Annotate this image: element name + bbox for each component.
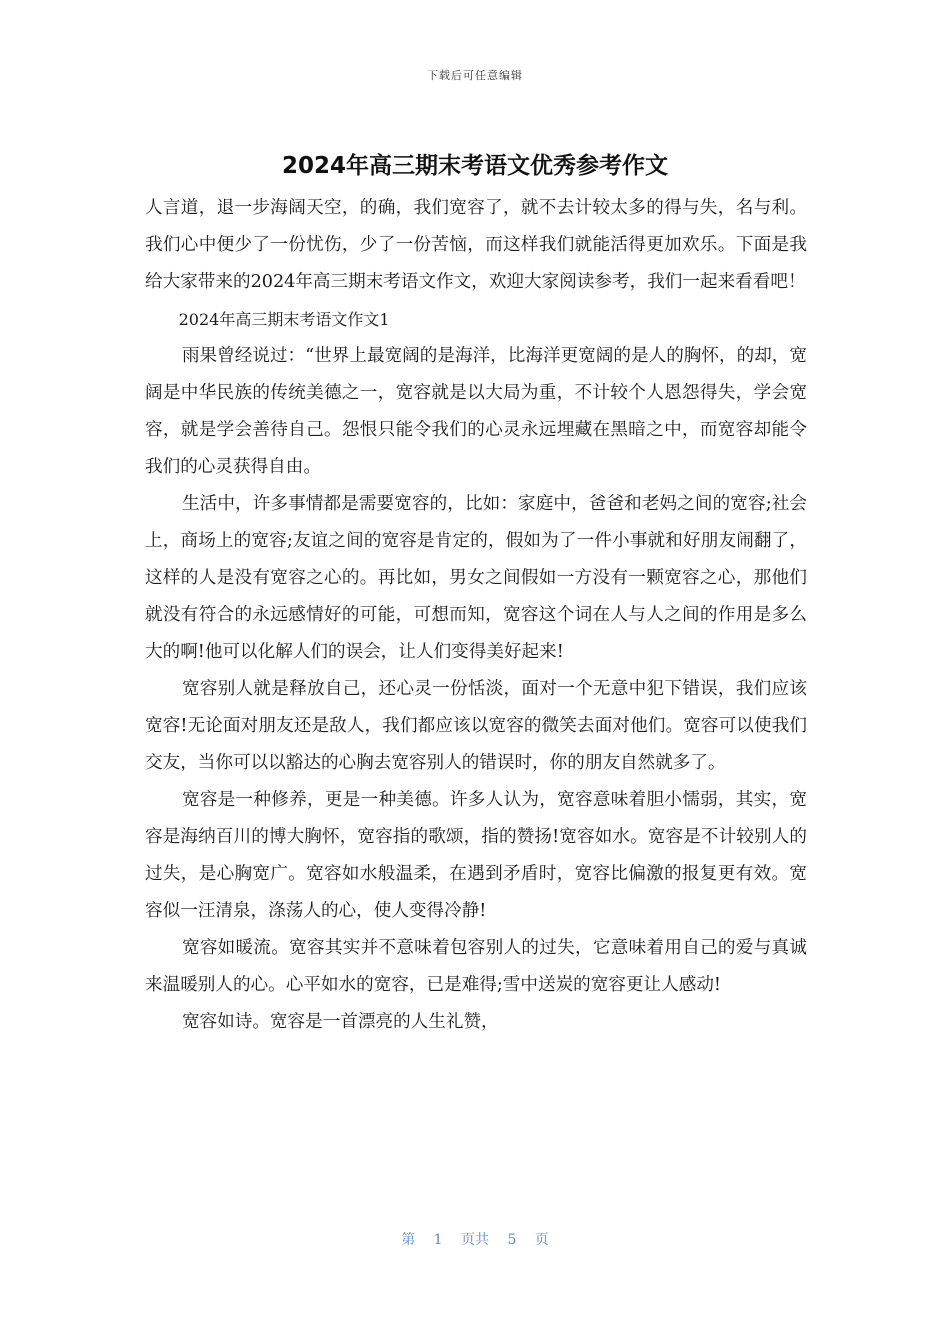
body-paragraph: 宽容如诗。宽容是一首漂亮的人生礼赞， bbox=[181, 1012, 499, 1032]
header-note: 下载后可任意编辑 bbox=[427, 69, 523, 82]
body-paragraph: 宽容如暖流。宽容其实并不意味着包容别人的过失，它意味着用自己的爱与真诚来温暖别人的心。心平如水的宽容，已是难得;雪中送炭的宽容更让人感动! bbox=[145, 938, 807, 995]
intro-paragraph: 人言道，退一步海阔天空，的确，我们宽容了，就不去计较太多的得与失，名与利。我们心中便少了一份忧伤，少了一份苦恼，而这样我们就能活得更加欢乐。下面是我给大家带来的2024年高三期末考语文作文，欢迎大家阅读参考，我们一起来看看吧！ bbox=[145, 198, 807, 292]
body-paragraph: 雨果曾经说过：“世界上最宽阔的是海洋，比海洋更宽阔的是人的胸怀，的却，宽阔是中华民族的传统美德之一，宽容就是以大局为重，不计较个人恩怨得失，学会宽容，就是学会善待自己。怨恨只能令我们的心灵永远埋藏在黑暗之中，而宽容却能令我们的心灵获得自由。 bbox=[145, 346, 807, 477]
body-paragraph: 宽容别人就是释放自己，还心灵一份恬淡，面对一个无意中犯下错误，我们应该宽容!无论面对朋友还是敌人，我们都应该以宽容的微笑去面对他们。宽容可以使我们交友，当你可以以豁达的心胸去宽容别人的错误时，你的朋友自然就多了。 bbox=[145, 679, 807, 773]
page-number-footer: 第 1 页共 5 页 bbox=[401, 1232, 549, 1248]
section-title: 2024年高三期末考语文作文1 bbox=[178, 310, 390, 329]
document-title: 2024年高三期末考语文优秀参考作文 bbox=[281, 153, 668, 179]
body-paragraph: 生活中，许多事情都是需要宽容的，比如：家庭中，爸爸和老妈之间的宽容;社会上，商场上的宽容;友谊之间的宽容是肯定的，假如为了一件小事就和好朋友闹翻了，这样的人是没有宽容之心的。再比如，男女之间假如一方没有一颗宽容之心，那他们就没有符合的永远感情好的可能，可想而知，宽容这个词在人与人之间的作用是多么大的啊!他可以化解人们的误会，让人们变得美好起来! bbox=[145, 494, 807, 662]
document-body bbox=[145, 190, 807, 1041]
body-paragraph: 宽容是一种修养，更是一种美德。许多人认为，宽容意味着胆小懦弱，其实，宽容是海纳百川的博大胸怀，宽容指的歌颂，指的赞扬!宽容如水。宽容是不计较别人的过失，是心胸宽广。宽容如水般温柔，在遇到矛盾时，宽容比偏激的报复更有效。宽容似一汪清泉，涤荡人的心，使人变得冷静! bbox=[145, 790, 807, 921]
